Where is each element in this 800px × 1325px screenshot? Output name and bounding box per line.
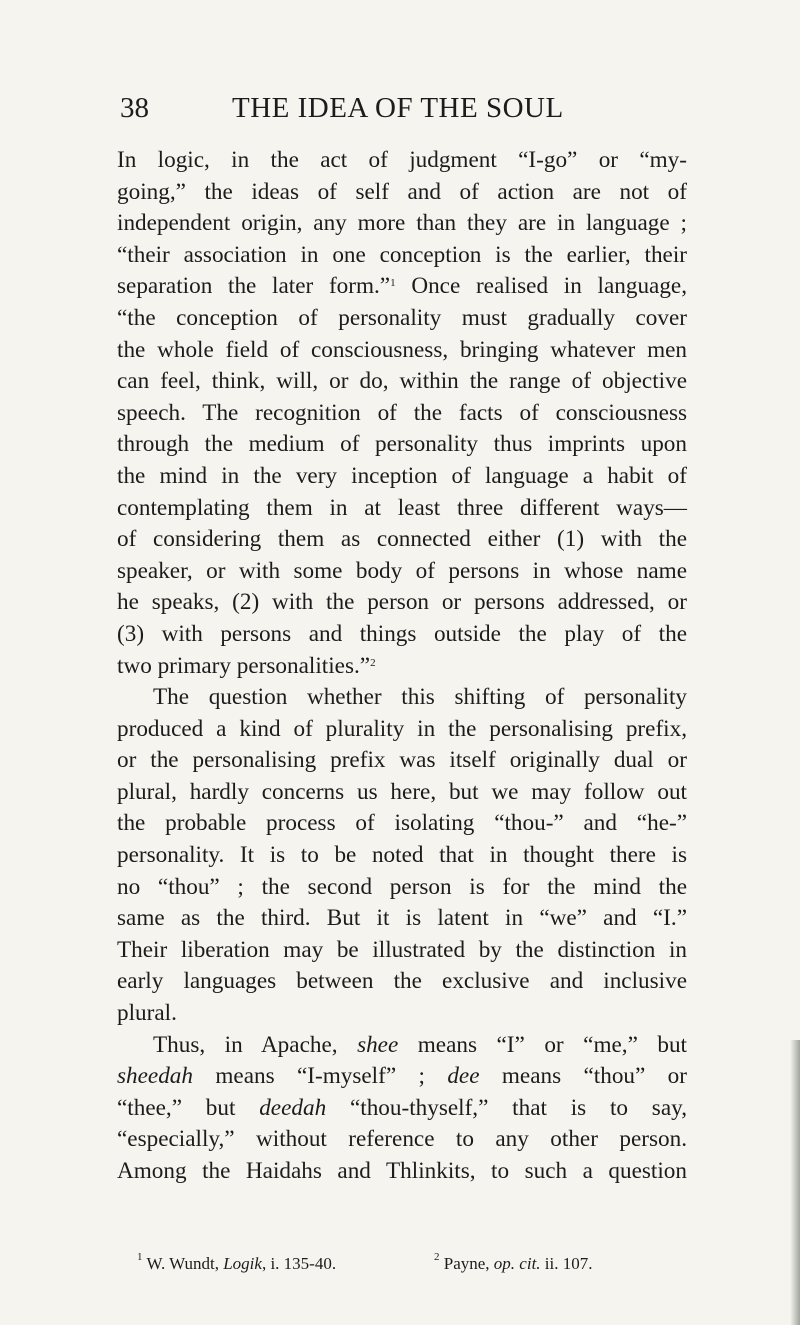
text-line: plural.: [117, 1000, 177, 1027]
text-line: [117, 1093, 687, 1125]
text-run: Once realised in language,: [411, 273, 688, 300]
italic-word: dee: [447, 1063, 480, 1090]
text-line: “the conception of personality must gradually cover: [117, 304, 687, 331]
footnote-ref: ii. 107.: [540, 1254, 593, 1273]
footnote-author: Payne,: [443, 1254, 494, 1273]
text-run: means “I-myself” ;: [192, 1063, 448, 1090]
text-line: (3) with persons and things outside the play of the: [117, 620, 687, 647]
footnote-ref-2: 2: [370, 656, 376, 669]
italic-word: sheedah: [117, 1063, 193, 1090]
text-line: [117, 1030, 687, 1062]
text-line: “their association in one conception is the earlier, their: [117, 241, 687, 268]
text-line: the probable process of isolating “thou-” and “he-”: [117, 810, 687, 837]
text-run: Thus, in Apache,: [153, 1031, 358, 1058]
text-line: [117, 651, 687, 683]
text-line: speaker, or with some body of persons in whose name: [117, 557, 687, 584]
footnote-work: op. cit.: [493, 1254, 541, 1273]
text-line: The question whether this shifting of personality: [153, 684, 687, 711]
page-number: 38: [120, 92, 149, 124]
text-line: no “thou” ; the second person is for the mind the: [117, 873, 687, 900]
text-line: produced a kind of plurality in the personalising prefix,: [117, 715, 687, 742]
text-line: through the medium of personality thus imprints upon: [117, 431, 687, 458]
footnote-author: W. Wundt,: [146, 1254, 224, 1273]
text-line: personality. It is to be noted that in thought there is: [117, 842, 687, 869]
italic-word: shee: [357, 1031, 399, 1058]
footnotes: [137, 1251, 697, 1278]
text-line: independent origin, any more than they are in language ;: [117, 210, 687, 237]
text-line: he speaks, (2) with the person or persons addressed, or: [117, 589, 687, 616]
text-run: separation the later form.”: [117, 273, 391, 300]
running-header: [120, 92, 680, 132]
text-line: Their liberation may be illustrated by the distinction in: [117, 936, 687, 963]
body-text: [117, 145, 687, 1188]
footnote-ref: , i. 135-40.: [261, 1254, 337, 1273]
footnote-1: [137, 1251, 337, 1274]
text-line: contemplating them in at least three different ways—: [117, 494, 687, 521]
text-line: early languages between the exclusive and inclusive: [117, 968, 687, 995]
text-line: [117, 271, 687, 303]
text-run: “thou-thyself,” that is to say,: [326, 1094, 687, 1121]
footnote-2: [434, 1251, 593, 1274]
text-line: or the personalising prefix was itself originally dual or: [117, 747, 687, 774]
page-edge-shadow: [790, 1040, 800, 1325]
text-line: of considering them as connected either (1) with the: [117, 526, 687, 553]
text-line: speech. The recognition of the facts of consciousness: [117, 399, 687, 426]
text-run: means “I” or “me,” but: [398, 1031, 687, 1058]
footnote-mark: 2: [434, 1251, 440, 1263]
text-line: “especially,” without reference to any other person.: [117, 1126, 687, 1153]
text-run: “thee,” but: [117, 1094, 260, 1121]
text-line: the mind in the very inception of language a habit of: [117, 462, 687, 489]
text-line: Among the Haidahs and Thlinkits, to such a question: [117, 1158, 687, 1184]
text-run: two primary personalities.”: [117, 652, 371, 679]
text-line: going,” the ideas of self and of action are not of: [117, 178, 687, 205]
text-line: [117, 1061, 687, 1093]
footnote-mark: 1: [137, 1251, 143, 1263]
text-line: same as the third. But it is latent in “we” and “I.”: [117, 905, 687, 932]
text-line: the whole field of consciousness, bringing whatever men: [117, 336, 687, 363]
running-title: THE IDEA OF THE SOUL: [232, 92, 564, 124]
text-line: In logic, in the act of judgment “I-go” or “my-: [117, 147, 687, 173]
text-line: plural, hardly concerns us here, but we may follow out: [117, 778, 687, 805]
footnote-ref-1: 1: [390, 277, 396, 290]
text-run: means “thou” or: [479, 1063, 687, 1090]
footnote-work: Logik: [223, 1254, 262, 1273]
text-line: can feel, think, will, or do, within the range of objective: [117, 368, 687, 395]
italic-word: deedah: [259, 1094, 327, 1121]
